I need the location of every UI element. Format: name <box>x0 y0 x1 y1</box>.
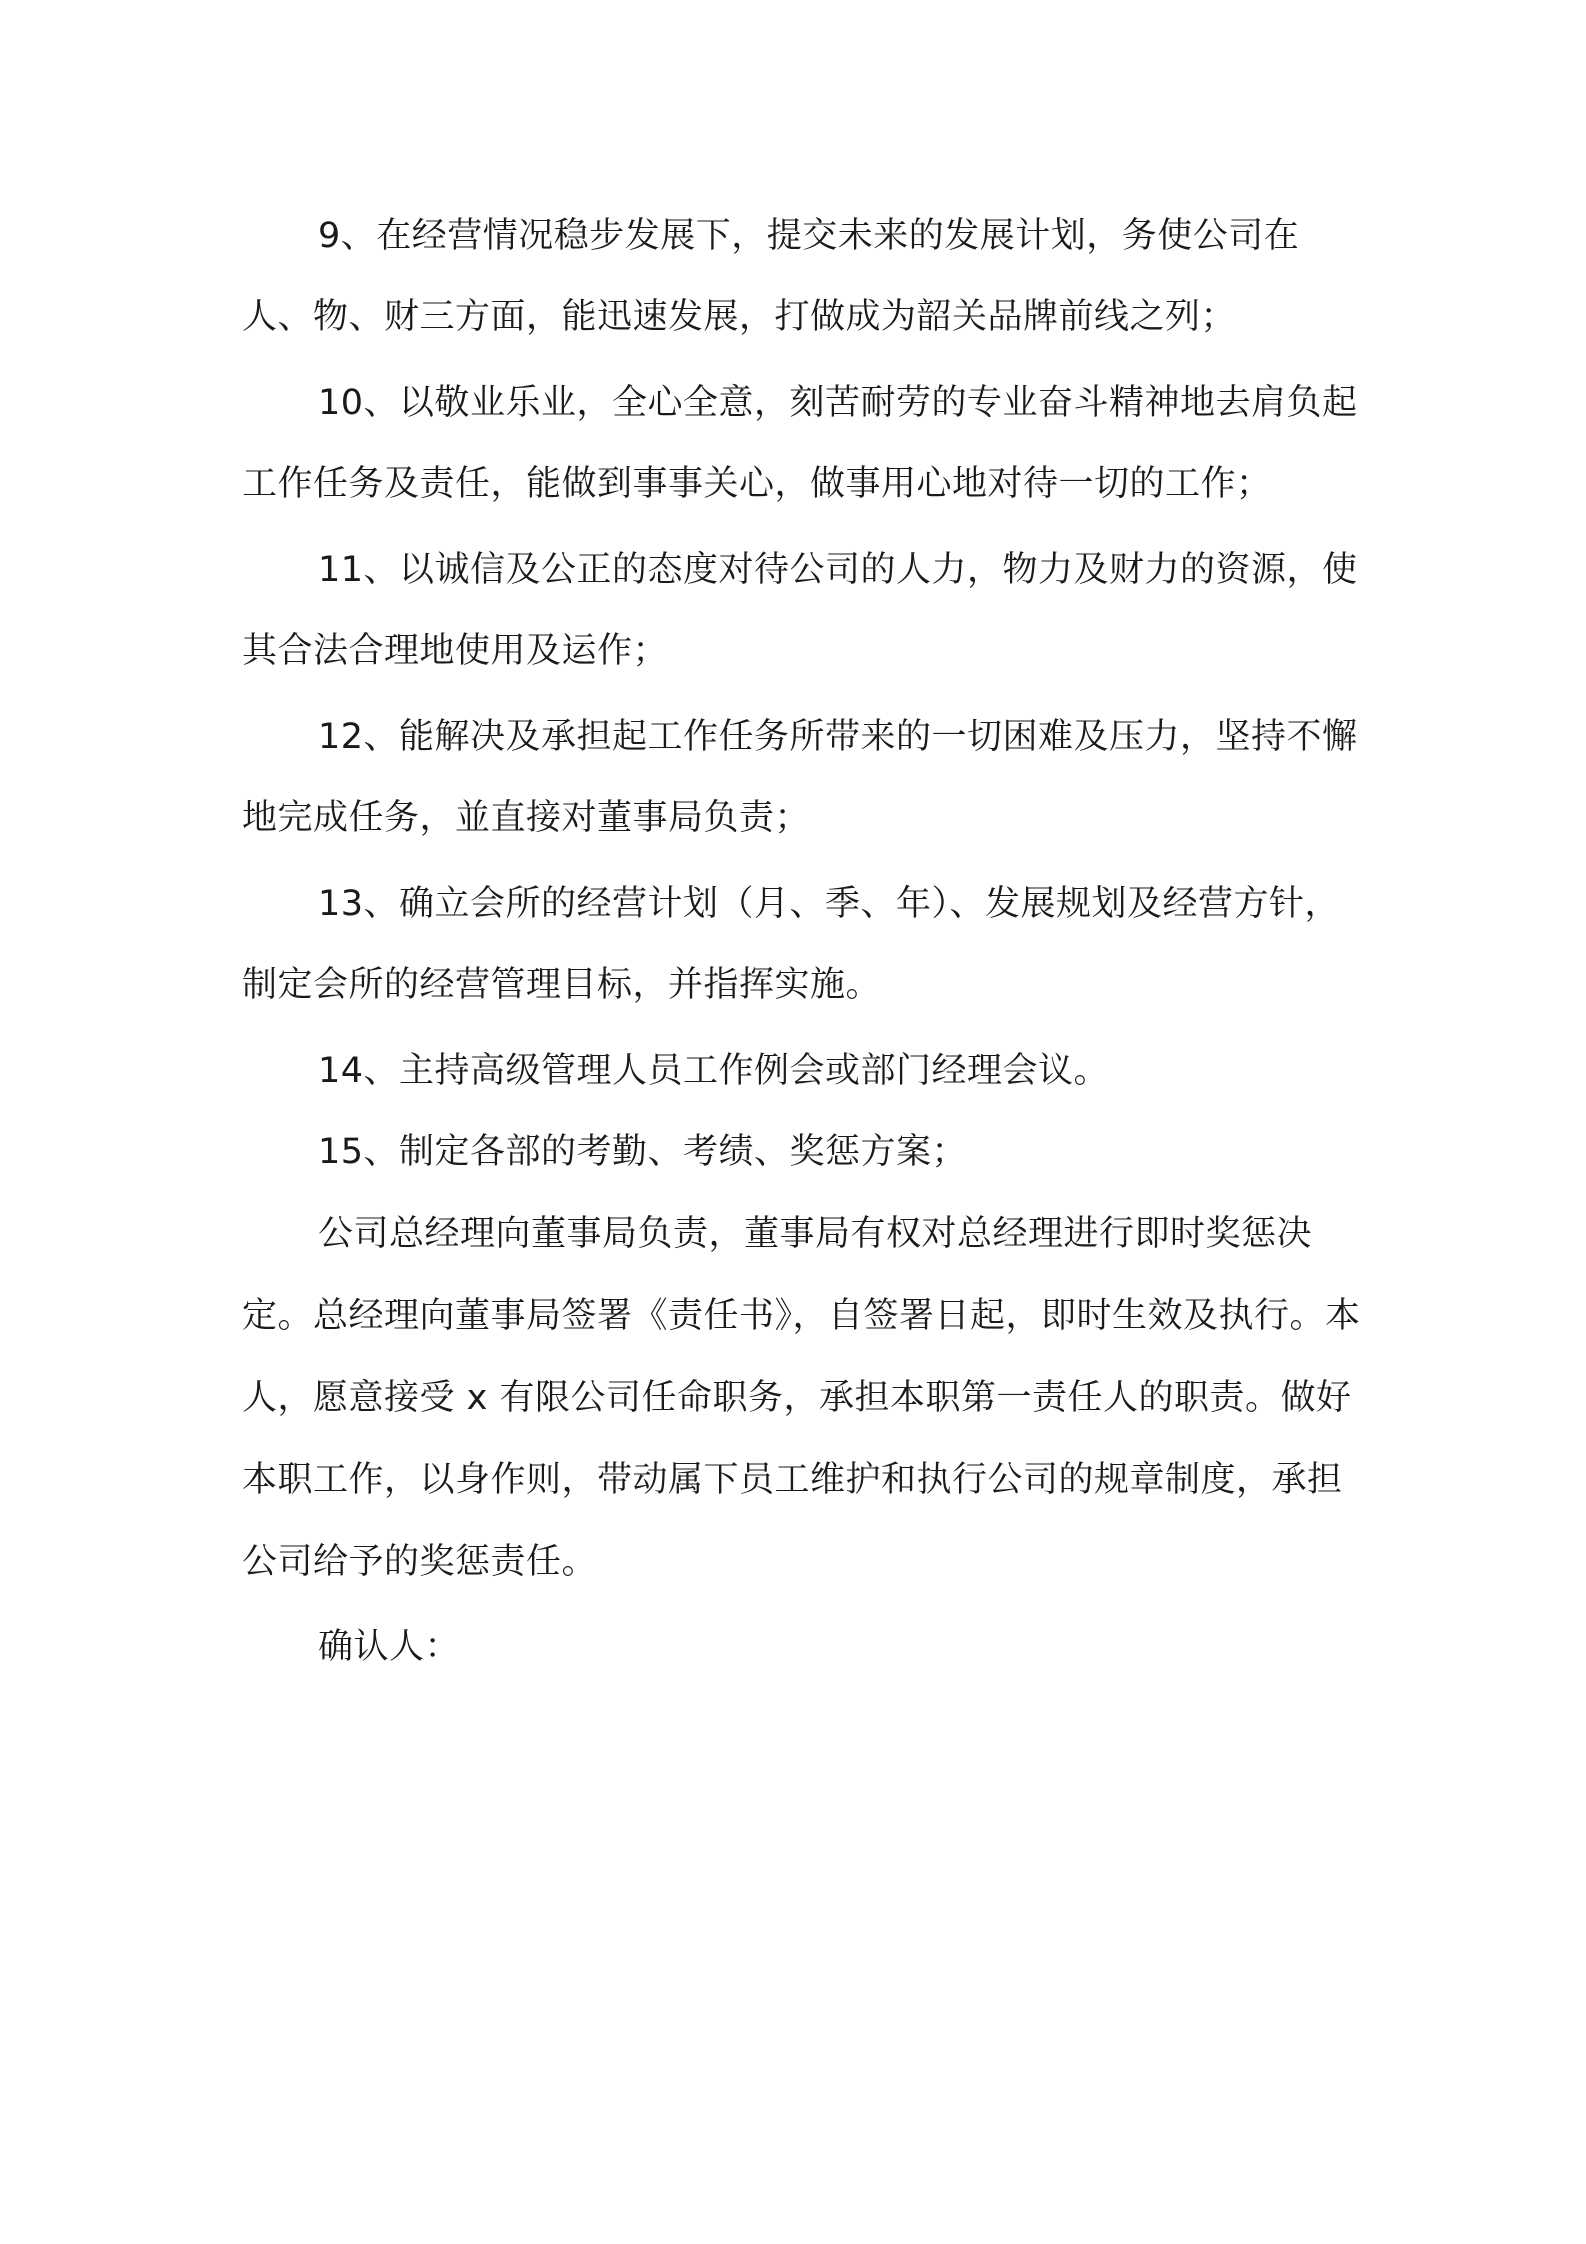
confirm-signature-label: 确认人： <box>318 1627 461 1667</box>
paragraph-item-15: 15、制定各部的考勤、考绩、奖惩方案； <box>318 1132 968 1172</box>
document-body <box>242 196 1362 1688</box>
responsibility-statement: 公司总经理向董事局负责，董事局有权对总经理进行即时奖惩决定。总经理向董事局签署《责任书》，自签署日起，即时生效及执行。本人，愿意接受 x 有限公司任命职务，承担本职第一责任人的职责。做好本职工作，以身作则，带动属下员工维护和执行公司的规章制度，承担公司给予的奖惩责任。 <box>242 1214 1361 1582</box>
paragraph-item-9: 9、在经营情况稳步发展下，提交未来的发展计划，务使公司在人、物、财三方面，能迅速发展，打做成为韶关品牌前线之列； <box>242 216 1300 337</box>
paragraph-item-14: 14、主持高级管理人员工作例会或部门经理会议。 <box>318 1051 1110 1091</box>
paragraph-item-10: 10、以敬业乐业，全心全意，刻苦耐劳的专业奋斗精神地去肩负起工作任务及责任，能做到事事关心，做事用心地对待一切的工作； <box>242 383 1358 504</box>
paragraph-item-13: 13、确立会所的经营计划（月、季、年）、发展规划及经营方针，制定会所的经营管理目标，并指挥实施。 <box>242 884 1341 1005</box>
paragraph-item-11: 11、以诚信及公正的态度对待公司的人力，物力及财力的资源，使其合法合理地使用及运作； <box>242 550 1358 671</box>
paragraph-item-12: 12、能解决及承担起工作任务所带来的一切困难及压力，坚持不懈地完成任务，並直接对董事局负责； <box>242 717 1358 838</box>
